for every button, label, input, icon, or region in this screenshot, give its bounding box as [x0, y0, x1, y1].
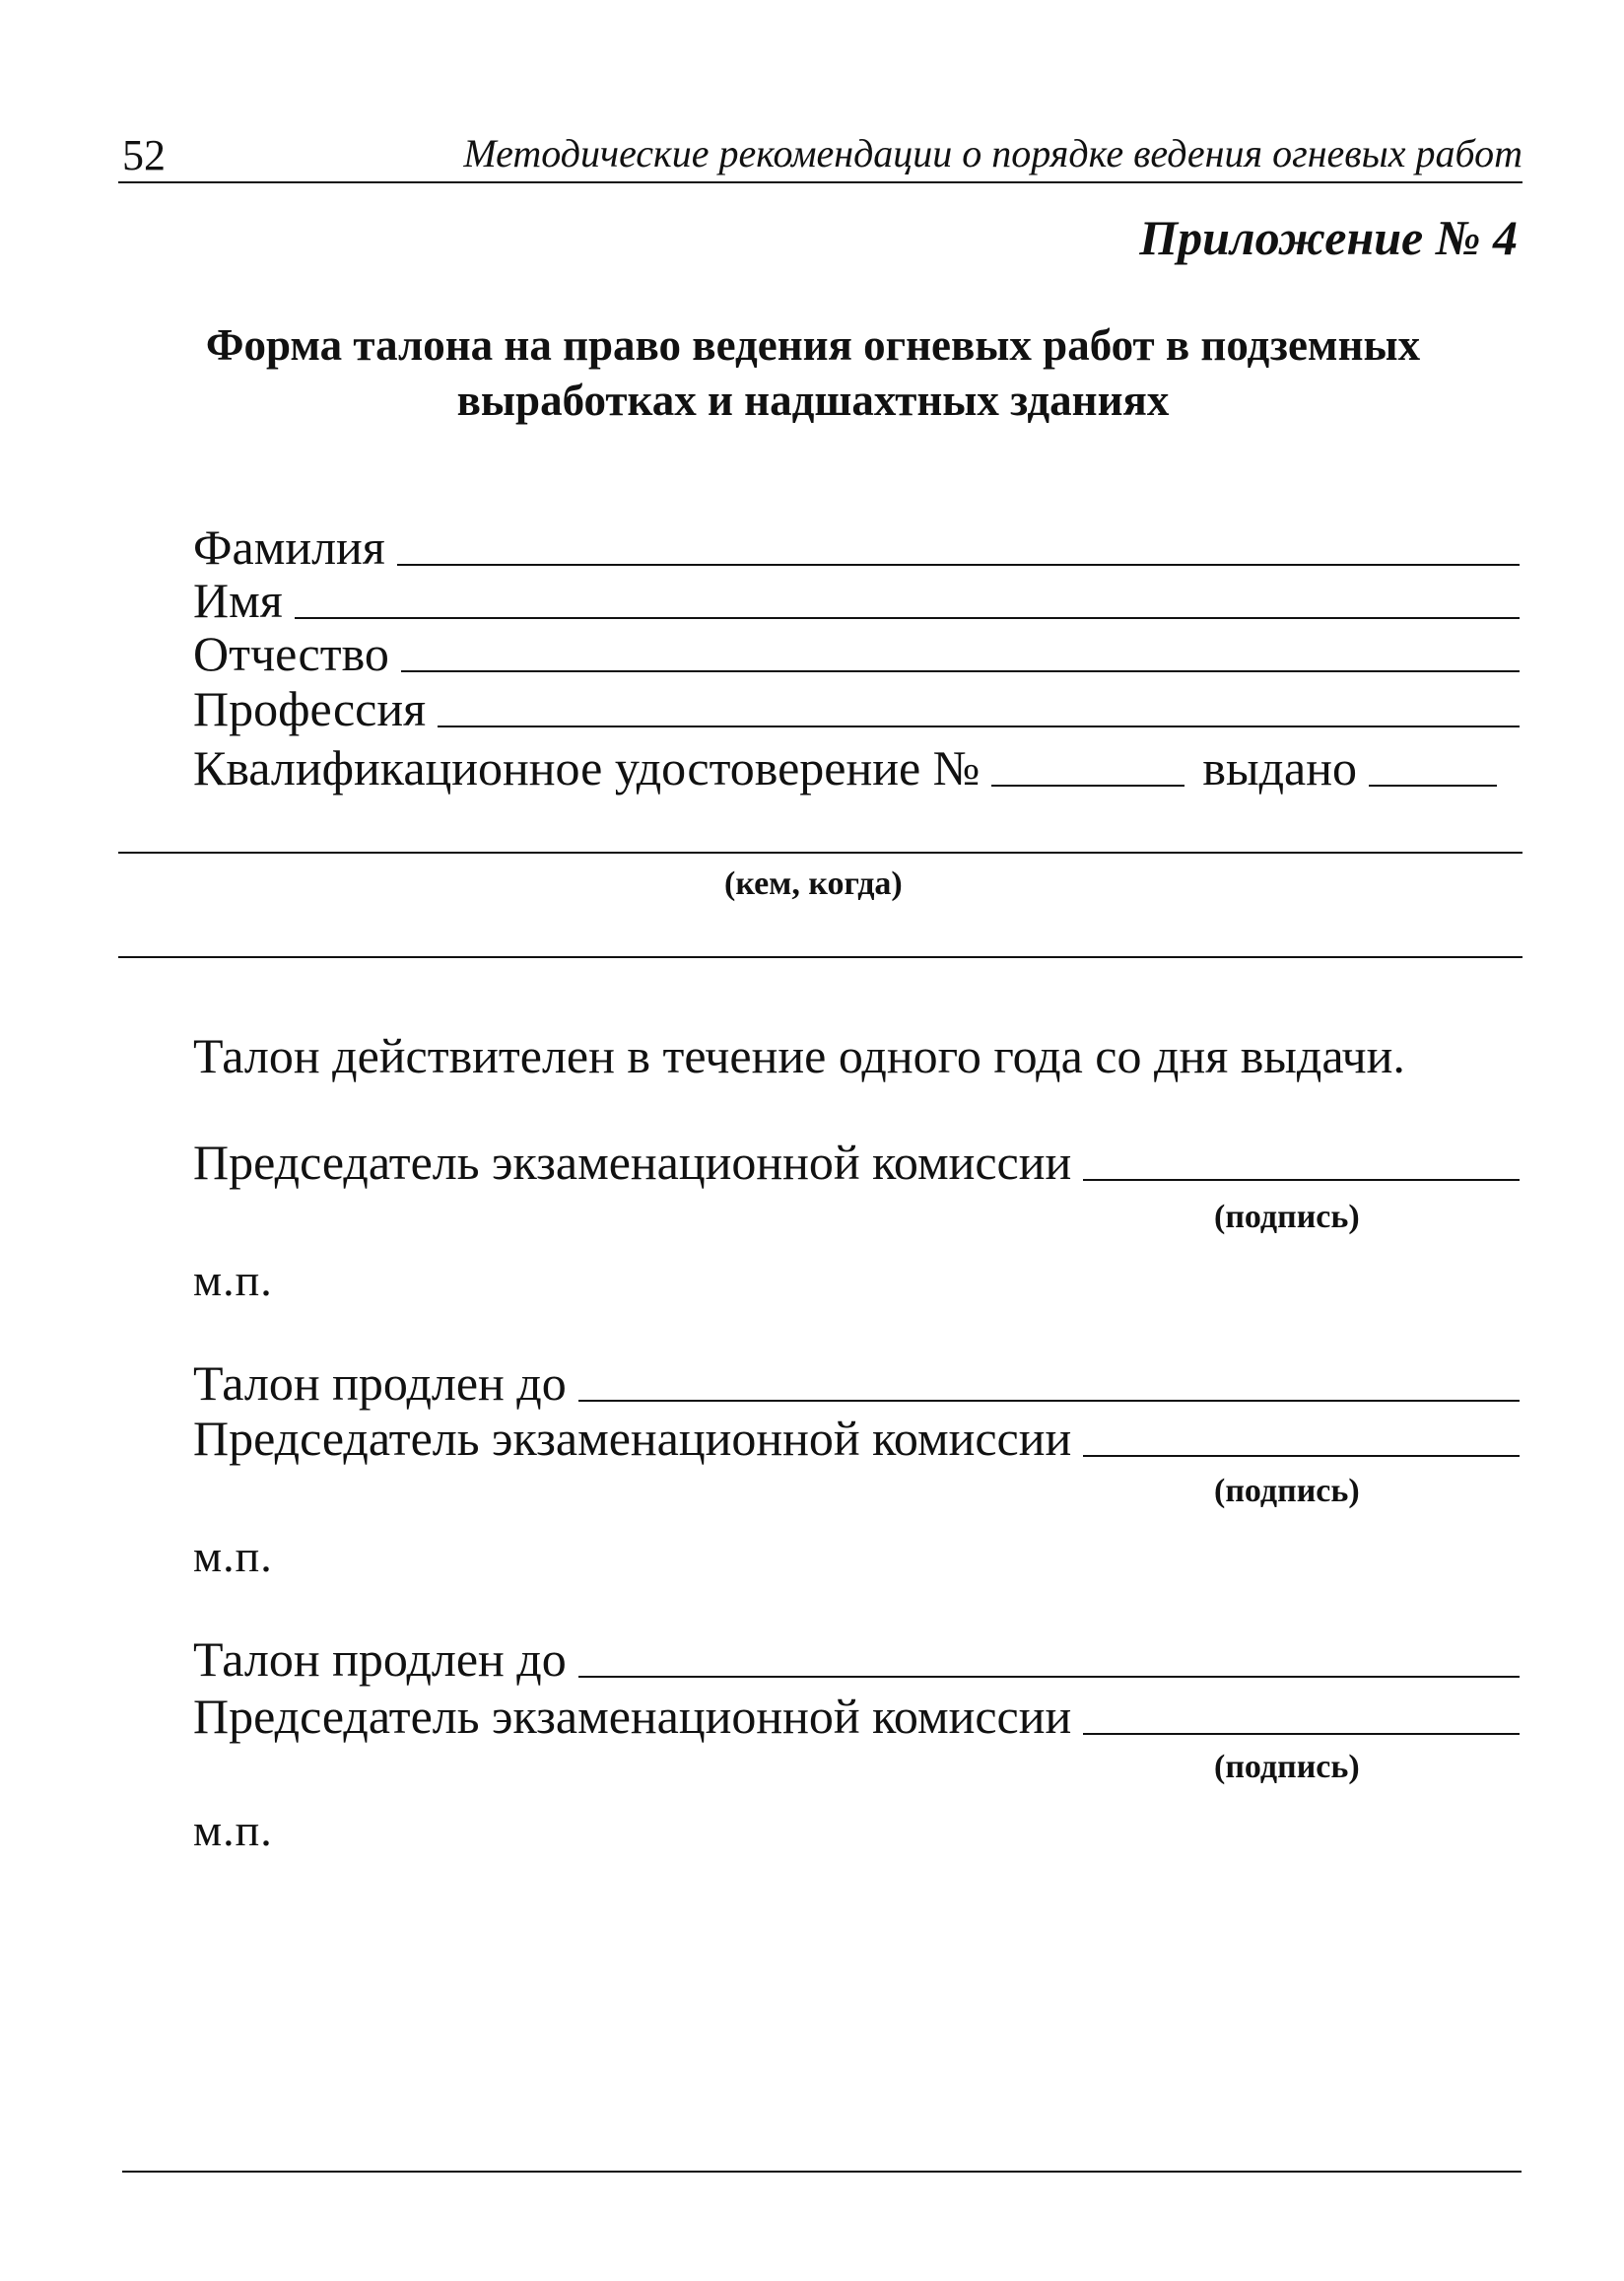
running-title: Методические рекомендации о порядке ведения огневых работ	[463, 131, 1522, 175]
issued-by-field[interactable]	[118, 852, 1522, 854]
signature-caption: (подпись)	[1214, 1749, 1360, 1785]
name-row	[193, 573, 1520, 628]
appendix-label: Приложение № 4	[1139, 210, 1518, 265]
stamp-label: м.п.	[193, 1531, 273, 1581]
extended-row-1	[193, 1355, 1520, 1411]
stamp-label: м.п.	[193, 1255, 273, 1305]
by-whom-caption: (кем, когда)	[724, 865, 903, 902]
patronymic-field[interactable]	[401, 670, 1520, 672]
certificate-label: Квалификационное удостоверение №	[193, 740, 981, 795]
patronymic-row	[193, 626, 1520, 681]
form-title-line-1: Форма талона на право ведения огневых работ в подземных	[205, 320, 1421, 370]
extended-label: Талон продлен до	[193, 1355, 567, 1411]
extended-date-field[interactable]	[578, 1676, 1520, 1678]
chairman-row-1	[193, 1135, 1520, 1190]
certificate-row	[193, 741, 1520, 793]
extended-date-field[interactable]	[578, 1400, 1520, 1402]
surname-row	[193, 519, 1520, 575]
form-title-line-2: выработках и надшахтных зданиях	[456, 376, 1170, 425]
header-rule	[118, 181, 1522, 183]
page-number: 52	[122, 131, 166, 179]
certificate-number-field[interactable]	[991, 785, 1184, 787]
name-label: Имя	[193, 573, 283, 628]
extended-label: Талон продлен до	[193, 1631, 567, 1687]
chairman-signature-field[interactable]	[1083, 1733, 1520, 1735]
issued-by-field-2[interactable]	[118, 956, 1522, 958]
extended-row-2	[193, 1631, 1520, 1687]
chairman-label: Председатель экзаменационной комиссии	[193, 1689, 1072, 1744]
validity-text: Талон действителен в течение одного года со дня выдачи.	[193, 1028, 1405, 1083]
chairman-signature-field[interactable]	[1083, 1455, 1520, 1457]
chairman-row-2	[193, 1411, 1520, 1466]
signature-caption: (подпись)	[1214, 1199, 1360, 1235]
issued-label: выдано	[1202, 740, 1357, 795]
chairman-row-3	[193, 1689, 1520, 1744]
surname-label: Фамилия	[193, 519, 385, 575]
issued-field[interactable]	[1369, 785, 1497, 787]
profession-row	[193, 681, 1520, 736]
chairman-label: Председатель экзаменационной комиссии	[193, 1135, 1072, 1190]
form-title	[128, 317, 1498, 428]
footer-rule	[122, 2171, 1522, 2173]
chairman-label: Председатель экзаменационной комиссии	[193, 1411, 1072, 1466]
name-field[interactable]	[295, 617, 1520, 619]
stamp-label: м.п.	[193, 1805, 273, 1855]
patronymic-label: Отчество	[193, 626, 389, 681]
profession-field[interactable]	[438, 726, 1520, 727]
surname-field[interactable]	[397, 564, 1520, 566]
profession-label: Профессия	[193, 681, 427, 736]
chairman-signature-field[interactable]	[1083, 1179, 1520, 1181]
signature-caption: (подпись)	[1214, 1473, 1360, 1509]
